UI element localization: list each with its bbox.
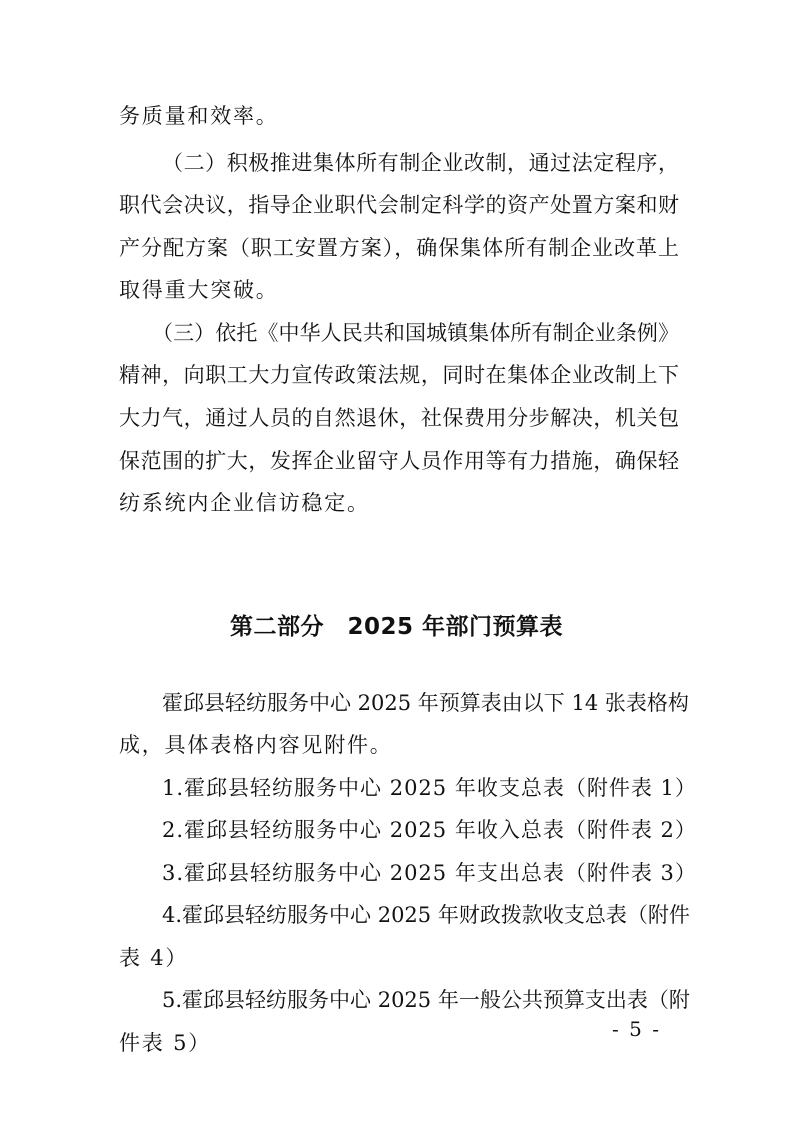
list-item: 5.霍邱县轻纺服务中心 2025 年一般公共预算支出表（附 — [162, 988, 690, 1012]
paragraph-line: 霍邱县轻纺服务中心 2025 年预算表由以下 14 张表格构 — [162, 691, 689, 715]
paragraph-line: 取得重大突破。 — [119, 278, 279, 302]
paragraph-line: 精神，向职工大力宣传政策法规，同时在集体企业改制上下 — [119, 363, 679, 387]
list-item: 3.霍邱县轻纺服务中心 2025 年支出总表（附件表 3） — [162, 861, 697, 885]
list-item-continuation: 件表 5） — [119, 1031, 212, 1055]
list-item: 4.霍邱县轻纺服务中心 2025 年财政拨款收支总表（附件 — [162, 903, 690, 927]
list-item: 1.霍邱县轻纺服务中心 2025 年收支总表（附件表 1） — [162, 776, 697, 800]
paragraph-line: 务质量和效率。 — [119, 104, 279, 128]
list-item: 2.霍邱县轻纺服务中心 2025 年收入总表（附件表 2） — [162, 818, 697, 842]
page-number: - 5 - — [612, 1017, 661, 1041]
paragraph-line: 大力气，通过人员的自然退休，社保费用分步解决，机关包 — [119, 406, 679, 430]
list-item-continuation: 表 4） — [119, 946, 189, 970]
paragraph-line: （三）依托《中华人民共和国城镇集体所有制企业条例》 — [152, 321, 679, 345]
paragraph-line: （二）积极推进集体所有制企业改制，通过法定程序， — [162, 151, 679, 175]
paragraph-line: 成，具体表格内容见附件。 — [119, 733, 393, 757]
section-heading: 第二部分 2025 年部门预算表 — [229, 614, 564, 640]
paragraph-line: 纺系统内企业信访稳定。 — [119, 491, 370, 515]
paragraph-line: 保范围的扩大，发挥企业留守人员作用等有力措施，确保轻 — [119, 449, 679, 473]
paragraph-line: 职代会决议，指导企业职代会制定科学的资产处置方案和财 — [119, 193, 679, 217]
paragraph-line: 产分配方案（职工安置方案），确保集体所有制企业改革上 — [119, 236, 679, 260]
